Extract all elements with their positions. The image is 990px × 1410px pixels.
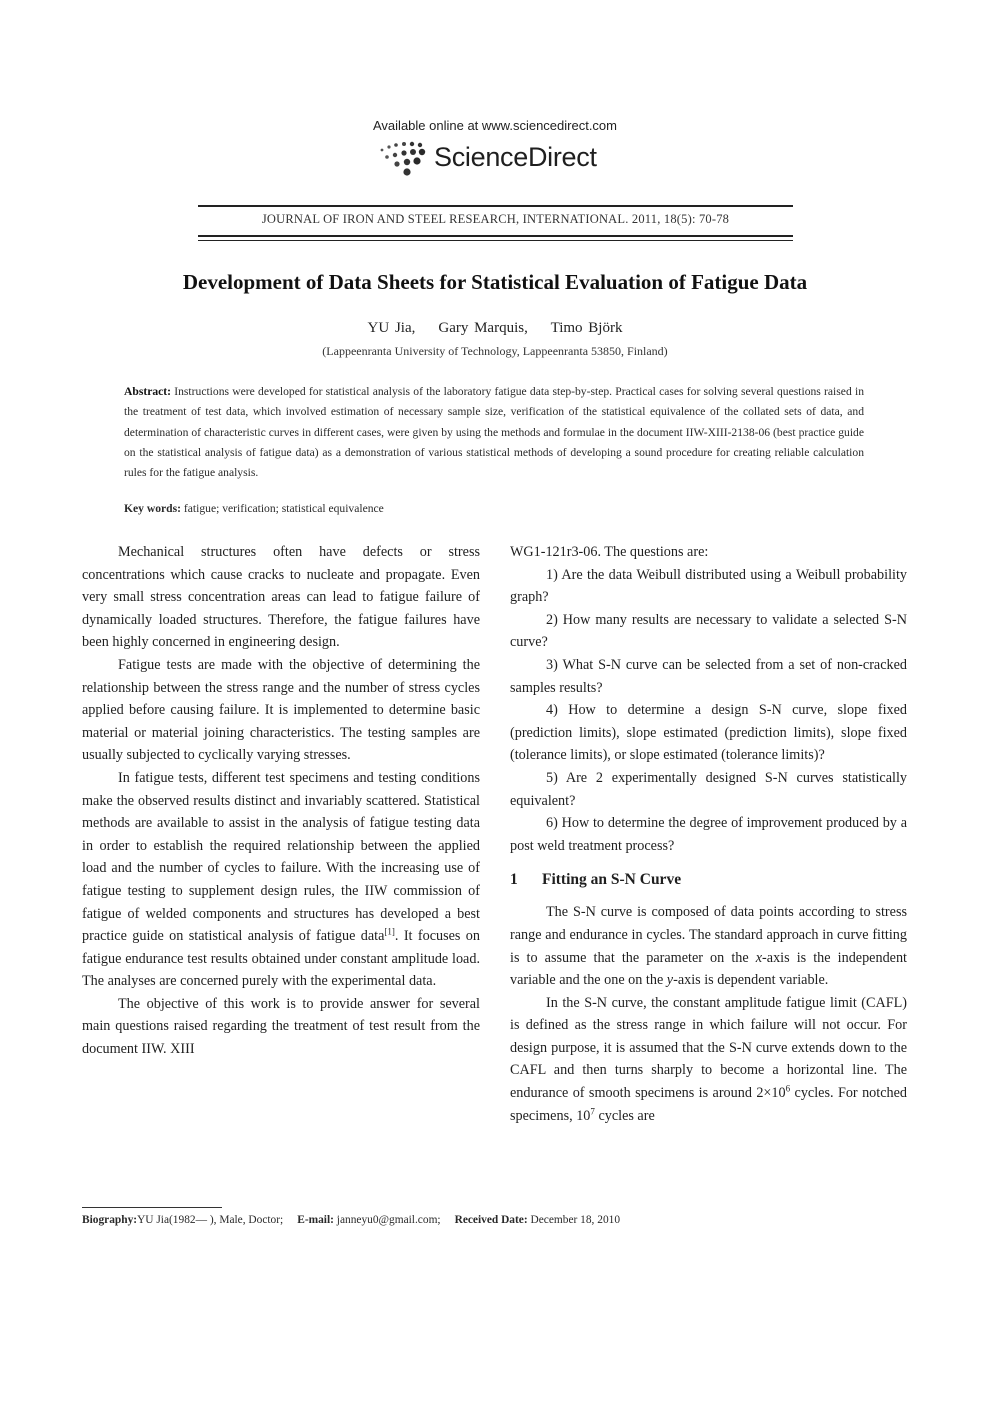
header-rule-top: [198, 205, 793, 207]
body-paragraph: WG1-121r3-06. The questions are:: [510, 544, 709, 560]
body-text: In the S-N curve, the constant amplitude fatigue limit (CAFL) is defined as the stress range in which failure will not occur. For design purpose, it is assumed that the S-N curve extends down to the CAFL and then turns sharply to become a horizontal line. The endurance of smooth specimens is around 2×10: [510, 994, 907, 1102]
exponent: 6: [785, 1083, 791, 1094]
sciencedirect-dots-icon: [378, 140, 434, 180]
keywords-text: fatigue; verification; statistical equivalence: [183, 502, 384, 515]
sciencedirect-wordmark: ScienceDirect: [434, 142, 597, 172]
body-text: -axis is the independent variable and the one on the: [510, 949, 907, 989]
biography-label: Biography:: [82, 1214, 138, 1226]
available-online-text: Available online at www.sciencedirect.com: [373, 118, 617, 133]
exponent: 7: [590, 1105, 595, 1116]
question-item: 1) Are the data Weibull distributed using a Weibull probability graph?: [510, 566, 907, 606]
body-text: In fatigue tests, different test specimens and testing conditions make the observed results distinct and invariably scattered. Statistical methods are available to assist in the analysis of fatigue testing data in order to establish the required relationship between the applied load and the number of cycles to failure. With the increasing use of fatigue testing to supplement design rules, the IIW commission of fatigue of welded components and structures has developed a best practice guide on statistical analysis of fatigue data: [82, 769, 480, 945]
author-affiliation: (Lappeenranta University of Technology, Lappeenranta 53850, Finland): [322, 344, 668, 358]
math-variable: x: [755, 949, 763, 966]
body-paragraph: Fatigue tests are made with the objective of determining the relationship between the stress range and the number of stress cycles applied before causing failure. It is implemented to determine basic material or material joining characteristics. The testing samples are usually subjected to cyclically varying stresses.: [82, 656, 480, 764]
question-item: 5) Are 2 experimentally designed S-N curves statistically equivalent?: [510, 769, 907, 809]
section-number: 1: [510, 871, 518, 889]
question-item: 3) What S-N curve can be selected from a set of non-cracked samples results?: [510, 656, 907, 696]
section-heading: [510, 869, 907, 891]
question-item: 6) How to determine the degree of improvement produced by a post weld treatment process?: [510, 815, 907, 854]
body-text: The S-N curve is composed of data points according to stress range and endurance in cycles. The standard approach in curve fitting is to assume that the parameter on the: [510, 904, 907, 966]
body-paragraph: [510, 992, 907, 1128]
received-date-text: December 18, 2010: [530, 1214, 621, 1226]
abstract-text: Instructions were developed for statistical analysis of the laboratory fatigue data step-by-step. Practical cases for solving several questions raised in the treatment of test data, which involved estimation of necessary sample size, verification of the statistical equivalence of the collated sets of data, and determination of characteristic curves in different cases, were given by using the methods and formulae in the document IIW-XIII-2138-06 (best practice guide on the statistical analysis of fatigue data) as a demonstration of various statistical methods of developing a sound procedure for creating reliable calculation rules for the fatigue analysis.: [124, 385, 864, 480]
body-text: cycles. For notched specimens, 10: [510, 1085, 907, 1124]
sciencedirect-logo: [378, 138, 618, 184]
biography-text: YU Jia(1982— ), Male, Doctor;: [137, 1214, 284, 1226]
email-text: janneyu0@gmail.com;: [336, 1214, 441, 1226]
body-text: -axis is dependent variable.: [673, 972, 829, 989]
journal-citation: JOURNAL OF IRON AND STEEL RESEARCH, INTERNATIONAL. 2011, 18(5): 70-78: [261, 212, 730, 226]
keywords-label: Key words:: [124, 502, 181, 515]
body-paragraph: [510, 901, 907, 991]
body-paragraph: Mechanical structures often have defects or stress concentrations which cause cracks to nucleate and propagate. Even very small stress concentration areas can lead to fatigue failure of dynamically loaded structures. Therefore, the fatigue failures have been highly concerned in engineering design.: [82, 544, 480, 651]
body-text: . It focuses on fatigue endurance test results obtained under constant amplitude load. The analyses are concerned purely with the experimental data.: [82, 928, 480, 990]
biography-footnote: [82, 1214, 912, 1226]
body-text: cycles are: [594, 1107, 655, 1124]
abstract: [124, 382, 864, 483]
body-paragraph: [82, 767, 480, 993]
question-item: 4) How to determine a design S-N curve, slope fixed (prediction limits), slope estimated (prediction limits), slope fixed (tolerance limits), or slope estimated (tolerance limits)?: [510, 702, 907, 764]
abstract-label: Abstract:: [124, 385, 172, 398]
header-rule-bottom-thin: [198, 240, 793, 241]
author-list: YU Jia, Gary Marquis, Timo Björk: [367, 320, 623, 336]
body-paragraph: The objective of this work is to provide answer for several main questions raised regarding the treatment of test result from the document IIW. XIII: [82, 995, 480, 1058]
section-title: Fitting an S-N Curve: [542, 871, 682, 889]
question-item: 2) How many results are necessary to validate a selected S-N curve?: [510, 611, 907, 651]
footnote-rule: [82, 1207, 222, 1208]
body-column-left: [82, 541, 480, 1061]
header-rule-bottom: [198, 235, 793, 237]
email-label: E-mail:: [297, 1214, 334, 1226]
received-date-label: Received Date:: [454, 1214, 528, 1226]
math-variable: y: [666, 972, 674, 989]
paper-title: Development of Data Sheets for Statistical Evaluation of Fatigue Data: [182, 270, 808, 294]
citation-ref: [1]: [384, 926, 395, 937]
body-column-right: [510, 541, 907, 1127]
keywords: [124, 502, 864, 515]
